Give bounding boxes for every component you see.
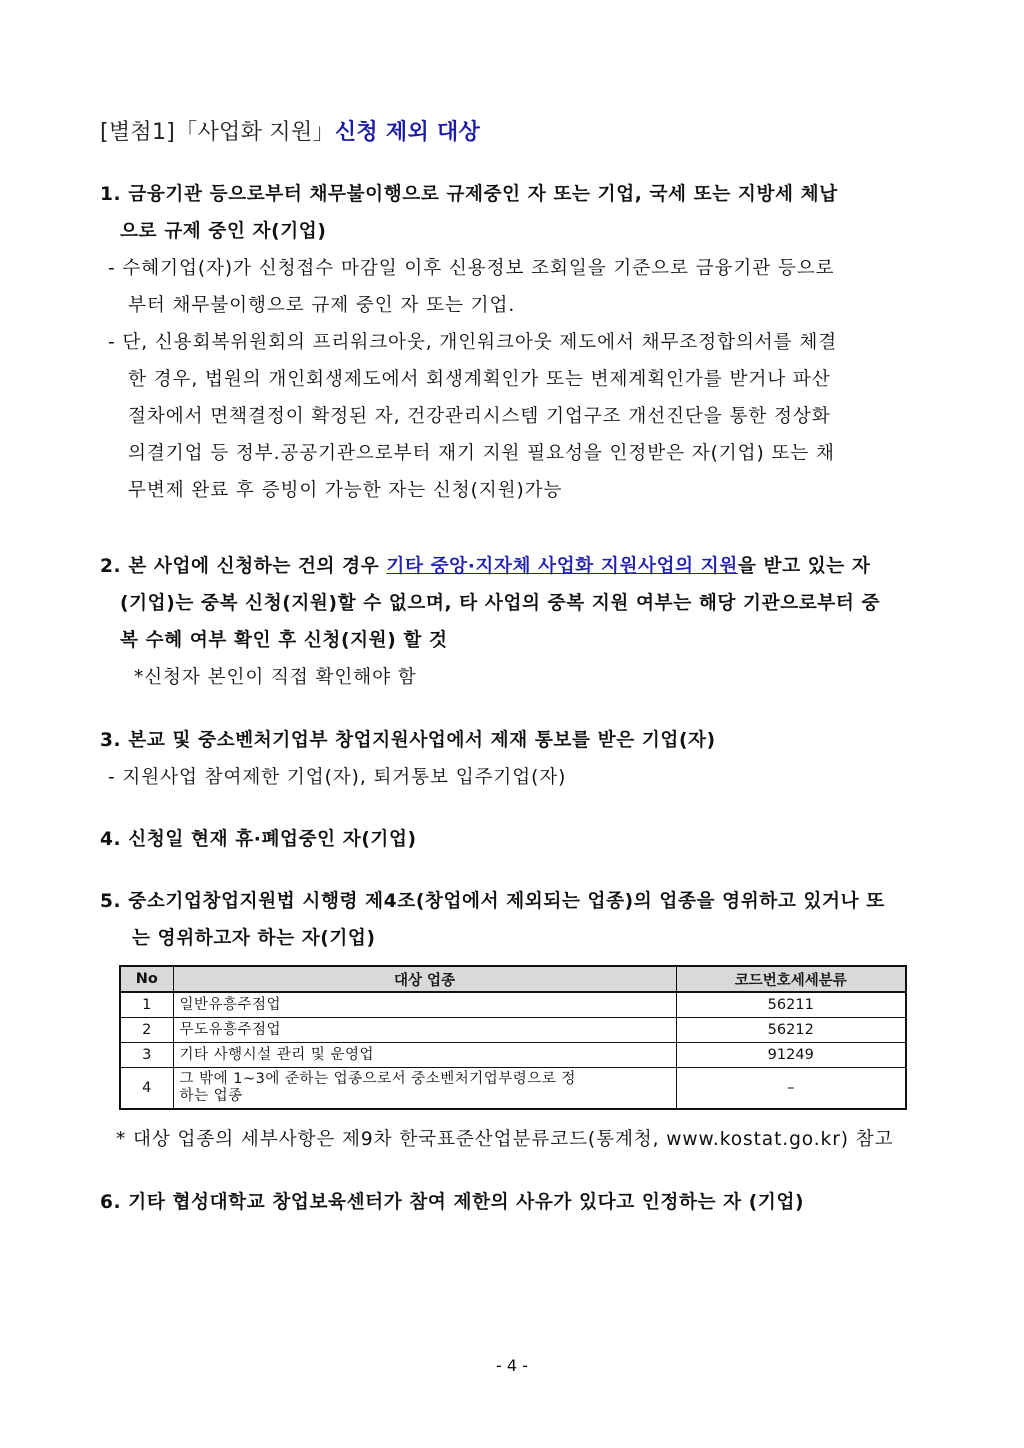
item-1-bullet-2-line-4: 의결기업 등 정부.공공기관으로부터 재기 지원 필요성을 인정받은 자(기업) 또는 채	[128, 443, 835, 464]
table-row	[120, 992, 906, 1018]
item-1-bullet-2-line-2: 한 경우, 법원의 개인회생제도에서 회생계획인가 또는 변제계획인가를 받거나 파산	[128, 369, 831, 390]
row-no: 2	[120, 1018, 173, 1043]
table-footnote: * 대상 업종의 세부사항은 제9차 한국표준산업분류코드(통계청, www.kostat.go.kr) 참고	[116, 1129, 894, 1150]
item-4-heading: 4. 신청일 현재 휴·폐업중인 자(기업)	[100, 829, 417, 850]
table-header-row	[120, 966, 906, 992]
row-industry: 기타 사행시설 관리 및 운영업	[173, 1043, 676, 1068]
item-1-bullet-1-line-1: - 수혜기업(자)가 신청접수 마감일 이후 신용정보 조회일을 기준으로 금융기관 등으로	[108, 258, 835, 279]
title-prefix: [별첨1]「사업화 지원」	[100, 120, 335, 145]
row-industry-line-2: 하는 업종	[179, 1088, 243, 1104]
row-industry: 일반유흥주점업	[173, 992, 676, 1018]
item-5-heading-line-1: 5. 중소기업창업지원법 시행령 제4조(창업에서 제외되는 업종)의 업종을 영위하고 있거나 또	[100, 891, 885, 912]
excluded-industries-table	[119, 965, 907, 1110]
table-header-code: 코드번호세세분류	[676, 966, 906, 992]
item-3-heading: 3. 본교 및 중소벤처기업부 창업지원사업에서 제재 통보를 받은 기업(자)	[100, 730, 716, 751]
item-2-heading-link[interactable]: 기타 중앙·지자체 사업화 지원사업의 지원	[386, 556, 738, 577]
table-row	[120, 1018, 906, 1043]
row-no: 3	[120, 1043, 173, 1068]
item-2-heading-line-2: (기업)는 중복 신청(지원)할 수 없으며, 타 사업의 중복 지원 여부는 해당 기관으로부터 중	[120, 593, 881, 614]
table-header-industry: 대상 업종	[173, 966, 676, 992]
row-industry: 무도유흥주점업	[173, 1018, 676, 1043]
page-number: - 4 -	[496, 1356, 528, 1375]
row-industry-line-1: 그 밖에 1~3에 준하는 업종으로서 중소벤처기업부령으로 정	[179, 1071, 576, 1087]
item-2-heading-start: 2. 본 사업에 신청하는 건의 경우	[100, 556, 387, 577]
row-industry	[173, 1068, 676, 1110]
table-header-no: No	[120, 966, 173, 992]
row-code: –	[676, 1068, 906, 1110]
row-code: 56212	[676, 1018, 906, 1043]
item-1-bullet-2-line-3: 절차에서 면책결정이 확정된 자, 건강관리시스템 기업구조 개선진단을 통한 정상화	[128, 406, 831, 427]
table-row	[120, 1068, 906, 1110]
title-emphasis: 신청 제외 대상	[334, 120, 481, 145]
row-no: 1	[120, 992, 173, 1018]
item-2-note: *신청자 본인이 직접 확인해야 함	[134, 667, 417, 688]
row-code: 91249	[676, 1043, 906, 1068]
item-2-heading-end: 을 받고 있는 자	[737, 556, 871, 577]
row-code: 56211	[676, 992, 906, 1018]
item-1-bullet-2-line-5: 무변제 완료 후 증빙이 가능한 자는 신청(지원)가능	[128, 480, 563, 501]
item-1-bullet-1-line-2: 부터 채무불이행으로 규제 중인 자 또는 기업.	[128, 295, 516, 316]
row-no: 4	[120, 1068, 173, 1110]
item-1-bullet-2-line-1: - 단, 신용회복위원회의 프리워크아웃, 개인워크아웃 제도에서 채무조정합의서를 체결	[108, 332, 838, 353]
item-1-heading-line-1: 1. 금융기관 등으로부터 채무불이행으로 규제중인 자 또는 기업, 국세 또는 지방세 체납	[100, 184, 838, 205]
item-2-heading-line-1	[100, 555, 871, 579]
table-row	[120, 1043, 906, 1068]
item-3-bullet: - 지원사업 참여제한 기업(자), 퇴거통보 입주기업(자)	[108, 767, 567, 788]
item-6-heading: 6. 기타 협성대학교 창업보육센터가 참여 제한의 사유가 있다고 인정하는 자 (기업)	[100, 1192, 805, 1213]
item-1-heading-line-2: 으로 규제 중인 자(기업)	[120, 221, 327, 242]
page-title	[100, 115, 480, 146]
item-5-heading-line-2: 는 영위하고자 하는 자(기업)	[132, 928, 376, 949]
item-2-heading-line-3: 복 수혜 여부 확인 후 신청(지원) 할 것	[120, 630, 448, 651]
